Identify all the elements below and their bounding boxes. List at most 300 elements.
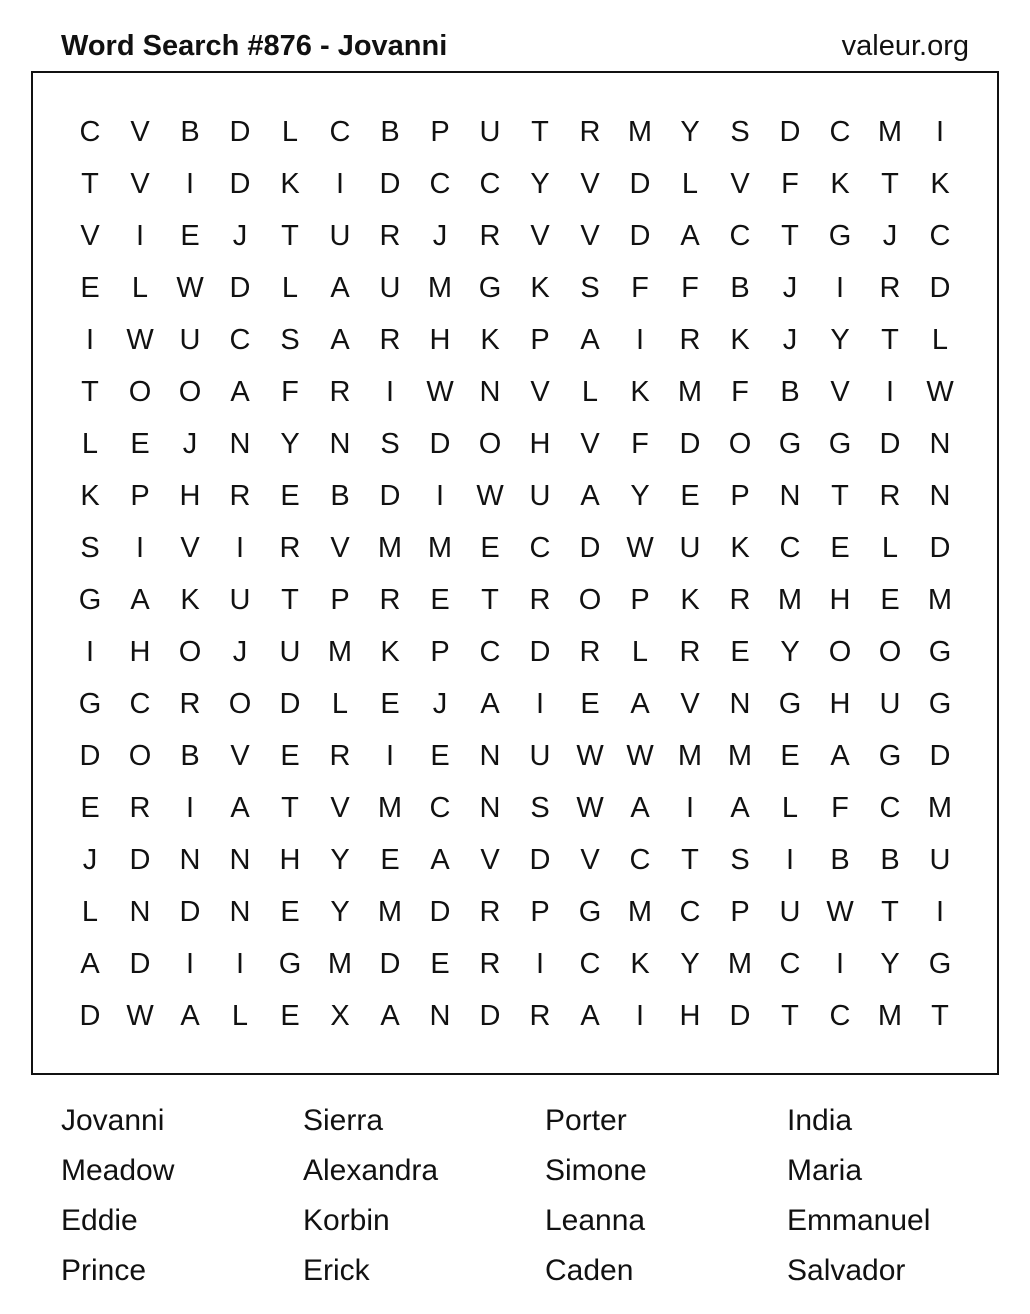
- grid-letter[interactable]: C: [829, 116, 851, 148]
- grid-letter[interactable]: L: [131, 272, 149, 304]
- grid-letter[interactable]: F: [731, 376, 749, 408]
- grid-letter[interactable]: V: [580, 428, 600, 460]
- grid-letter[interactable]: N: [229, 428, 251, 460]
- grid-letter[interactable]: M: [377, 896, 403, 928]
- grid-letter[interactable]: D: [429, 896, 451, 928]
- grid-letter[interactable]: R: [329, 740, 351, 772]
- grid-letter[interactable]: Y: [830, 324, 850, 356]
- grid-letter[interactable]: D: [529, 844, 551, 876]
- grid-letter[interactable]: D: [79, 740, 101, 772]
- grid-letter[interactable]: R: [129, 792, 151, 824]
- grid-letter[interactable]: I: [835, 272, 845, 304]
- grid-letter[interactable]: A: [680, 220, 700, 252]
- grid-letter[interactable]: F: [281, 376, 299, 408]
- grid-letter[interactable]: V: [530, 220, 550, 252]
- grid-letter[interactable]: V: [580, 168, 600, 200]
- grid-letter[interactable]: O: [228, 688, 252, 720]
- grid-letter[interactable]: K: [530, 272, 550, 304]
- grid-letter[interactable]: R: [279, 532, 301, 564]
- grid-letter[interactable]: V: [180, 532, 200, 564]
- grid-letter[interactable]: B: [780, 376, 800, 408]
- grid-letter[interactable]: T: [81, 168, 99, 200]
- grid-letter[interactable]: G: [928, 948, 952, 980]
- grid-letter[interactable]: R: [529, 1000, 551, 1032]
- grid-letter[interactable]: D: [679, 428, 701, 460]
- grid-letter[interactable]: Y: [780, 636, 800, 668]
- grid-letter[interactable]: N: [729, 688, 751, 720]
- grid-letter[interactable]: G: [928, 688, 952, 720]
- grid-letter[interactable]: I: [85, 636, 95, 668]
- grid-letter[interactable]: C: [529, 532, 551, 564]
- grid-letter[interactable]: W: [126, 1000, 154, 1032]
- grid-letter[interactable]: P: [730, 896, 750, 928]
- grid-letter[interactable]: B: [180, 116, 200, 148]
- grid-letter[interactable]: H: [679, 1000, 701, 1032]
- grid-letter[interactable]: A: [430, 844, 450, 876]
- grid-letter[interactable]: G: [478, 272, 502, 304]
- grid-letter[interactable]: E: [180, 220, 200, 252]
- grid-letter[interactable]: S: [280, 324, 300, 356]
- grid-letter[interactable]: K: [830, 168, 850, 200]
- grid-letter[interactable]: N: [929, 428, 951, 460]
- grid-letter[interactable]: E: [480, 532, 500, 564]
- grid-letter[interactable]: E: [280, 740, 300, 772]
- grid-letter[interactable]: U: [379, 272, 401, 304]
- grid-letter[interactable]: J: [782, 324, 798, 356]
- grid-letter[interactable]: X: [330, 1000, 350, 1032]
- grid-letter[interactable]: R: [229, 480, 251, 512]
- grid-letter[interactable]: D: [529, 636, 551, 668]
- grid-letter[interactable]: D: [579, 532, 601, 564]
- grid-letter[interactable]: V: [480, 844, 500, 876]
- grid-letter[interactable]: A: [580, 324, 600, 356]
- grid-letter[interactable]: D: [229, 168, 251, 200]
- grid-letter[interactable]: I: [235, 532, 245, 564]
- grid-letter[interactable]: O: [178, 636, 202, 668]
- grid-letter[interactable]: C: [229, 324, 251, 356]
- grid-letter[interactable]: C: [79, 116, 101, 148]
- grid-letter[interactable]: C: [929, 220, 951, 252]
- grid-letter[interactable]: W: [476, 480, 504, 512]
- grid-letter[interactable]: I: [385, 740, 395, 772]
- grid-letter[interactable]: I: [135, 220, 145, 252]
- grid-letter[interactable]: I: [635, 324, 645, 356]
- grid-letter[interactable]: V: [130, 168, 150, 200]
- grid-letter[interactable]: D: [129, 844, 151, 876]
- grid-letter[interactable]: T: [781, 1000, 799, 1032]
- grid-letter[interactable]: J: [182, 428, 198, 460]
- grid-letter[interactable]: D: [229, 116, 251, 148]
- grid-letter[interactable]: D: [129, 948, 151, 980]
- grid-letter[interactable]: M: [427, 532, 453, 564]
- grid-letter[interactable]: K: [380, 636, 400, 668]
- grid-letter[interactable]: R: [729, 584, 751, 616]
- grid-letter[interactable]: C: [779, 948, 801, 980]
- grid-letter[interactable]: G: [278, 948, 302, 980]
- grid-letter[interactable]: K: [80, 480, 100, 512]
- grid-letter[interactable]: A: [230, 792, 250, 824]
- grid-letter[interactable]: N: [229, 896, 251, 928]
- grid-letter[interactable]: A: [180, 1000, 200, 1032]
- grid-letter[interactable]: D: [629, 168, 651, 200]
- grid-letter[interactable]: W: [426, 376, 454, 408]
- grid-letter[interactable]: I: [185, 168, 195, 200]
- grid-letter[interactable]: D: [179, 896, 201, 928]
- grid-letter[interactable]: D: [79, 1000, 101, 1032]
- grid-letter[interactable]: E: [680, 480, 700, 512]
- grid-letter[interactable]: E: [780, 740, 800, 772]
- grid-letter[interactable]: L: [281, 272, 299, 304]
- grid-letter[interactable]: E: [80, 272, 100, 304]
- grid-letter[interactable]: O: [128, 376, 152, 408]
- grid-letter[interactable]: R: [579, 116, 601, 148]
- grid-letter[interactable]: R: [879, 480, 901, 512]
- grid-letter[interactable]: T: [281, 792, 299, 824]
- grid-letter[interactable]: C: [479, 168, 501, 200]
- grid-letter[interactable]: A: [730, 792, 750, 824]
- grid-letter[interactable]: W: [626, 740, 654, 772]
- grid-letter[interactable]: V: [230, 740, 250, 772]
- grid-letter[interactable]: M: [627, 896, 653, 928]
- grid-letter[interactable]: K: [480, 324, 500, 356]
- grid-letter[interactable]: I: [785, 844, 795, 876]
- grid-letter[interactable]: E: [580, 688, 600, 720]
- grid-letter[interactable]: P: [530, 896, 550, 928]
- grid-letter[interactable]: G: [778, 428, 802, 460]
- grid-letter[interactable]: E: [430, 584, 450, 616]
- grid-letter[interactable]: I: [185, 948, 195, 980]
- grid-letter[interactable]: W: [926, 376, 954, 408]
- grid-letter[interactable]: P: [130, 480, 150, 512]
- grid-letter[interactable]: L: [581, 376, 599, 408]
- grid-letter[interactable]: Y: [680, 948, 700, 980]
- grid-letter[interactable]: H: [279, 844, 301, 876]
- grid-letter[interactable]: V: [580, 220, 600, 252]
- grid-letter[interactable]: M: [877, 116, 903, 148]
- grid-letter[interactable]: D: [929, 532, 951, 564]
- grid-letter[interactable]: A: [830, 740, 850, 772]
- grid-letter[interactable]: I: [335, 168, 345, 200]
- grid-letter[interactable]: I: [885, 376, 895, 408]
- grid-letter[interactable]: Y: [630, 480, 650, 512]
- grid-letter[interactable]: N: [779, 480, 801, 512]
- grid-letter[interactable]: V: [830, 376, 850, 408]
- grid-letter[interactable]: T: [81, 376, 99, 408]
- grid-letter[interactable]: M: [327, 948, 353, 980]
- grid-letter[interactable]: H: [529, 428, 551, 460]
- grid-letter[interactable]: M: [727, 740, 753, 772]
- grid-letter[interactable]: O: [178, 376, 202, 408]
- grid-letter[interactable]: I: [135, 532, 145, 564]
- grid-letter[interactable]: I: [235, 948, 245, 980]
- grid-letter[interactable]: O: [128, 740, 152, 772]
- grid-letter[interactable]: J: [432, 220, 448, 252]
- grid-letter[interactable]: T: [281, 220, 299, 252]
- grid-letter[interactable]: V: [330, 532, 350, 564]
- grid-letter[interactable]: I: [835, 948, 845, 980]
- grid-letter[interactable]: V: [330, 792, 350, 824]
- grid-letter[interactable]: E: [730, 636, 750, 668]
- grid-letter[interactable]: C: [729, 220, 751, 252]
- grid-letter[interactable]: H: [129, 636, 151, 668]
- grid-letter[interactable]: C: [479, 636, 501, 668]
- grid-letter[interactable]: M: [927, 792, 953, 824]
- grid-letter[interactable]: R: [479, 220, 501, 252]
- grid-letter[interactable]: R: [879, 272, 901, 304]
- grid-letter[interactable]: U: [329, 220, 351, 252]
- grid-letter[interactable]: R: [379, 584, 401, 616]
- grid-letter[interactable]: T: [281, 584, 299, 616]
- grid-letter[interactable]: I: [435, 480, 445, 512]
- grid-letter[interactable]: P: [430, 116, 450, 148]
- grid-letter[interactable]: I: [85, 324, 95, 356]
- grid-letter[interactable]: C: [779, 532, 801, 564]
- grid-letter[interactable]: D: [779, 116, 801, 148]
- grid-letter[interactable]: M: [927, 584, 953, 616]
- grid-letter[interactable]: T: [831, 480, 849, 512]
- grid-letter[interactable]: M: [327, 636, 353, 668]
- grid-letter[interactable]: T: [531, 116, 549, 148]
- grid-letter[interactable]: P: [330, 584, 350, 616]
- grid-letter[interactable]: T: [881, 896, 899, 928]
- grid-letter[interactable]: G: [828, 220, 852, 252]
- grid-letter[interactable]: K: [280, 168, 300, 200]
- grid-letter[interactable]: W: [576, 792, 604, 824]
- grid-letter[interactable]: W: [126, 324, 154, 356]
- grid-letter[interactable]: G: [828, 428, 852, 460]
- grid-letter[interactable]: M: [677, 740, 703, 772]
- grid-letter[interactable]: R: [179, 688, 201, 720]
- grid-letter[interactable]: D: [929, 740, 951, 772]
- grid-letter[interactable]: B: [830, 844, 850, 876]
- grid-letter[interactable]: S: [580, 272, 600, 304]
- grid-letter[interactable]: Y: [680, 116, 700, 148]
- grid-letter[interactable]: M: [377, 792, 403, 824]
- grid-letter[interactable]: G: [578, 896, 602, 928]
- grid-letter[interactable]: W: [626, 532, 654, 564]
- grid-letter[interactable]: T: [781, 220, 799, 252]
- grid-letter[interactable]: R: [329, 376, 351, 408]
- grid-letter[interactable]: D: [379, 168, 401, 200]
- grid-letter[interactable]: S: [380, 428, 400, 460]
- grid-letter[interactable]: A: [630, 792, 650, 824]
- grid-letter[interactable]: A: [630, 688, 650, 720]
- grid-letter[interactable]: W: [826, 896, 854, 928]
- grid-letter[interactable]: A: [130, 584, 150, 616]
- grid-letter[interactable]: S: [530, 792, 550, 824]
- grid-letter[interactable]: O: [478, 428, 502, 460]
- grid-letter[interactable]: I: [935, 116, 945, 148]
- grid-letter[interactable]: E: [280, 480, 300, 512]
- grid-letter[interactable]: N: [479, 376, 501, 408]
- grid-letter[interactable]: M: [377, 532, 403, 564]
- grid-letter[interactable]: R: [379, 220, 401, 252]
- grid-letter[interactable]: I: [935, 896, 945, 928]
- grid-letter[interactable]: R: [479, 896, 501, 928]
- grid-letter[interactable]: D: [429, 428, 451, 460]
- grid-letter[interactable]: V: [730, 168, 750, 200]
- grid-letter[interactable]: D: [929, 272, 951, 304]
- grid-letter[interactable]: R: [579, 636, 601, 668]
- grid-letter[interactable]: O: [578, 584, 602, 616]
- grid-letter[interactable]: B: [330, 480, 350, 512]
- grid-letter[interactable]: F: [631, 428, 649, 460]
- letter-grid[interactable]: [65, 106, 965, 1042]
- grid-letter[interactable]: M: [877, 1000, 903, 1032]
- grid-letter[interactable]: A: [330, 324, 350, 356]
- grid-letter[interactable]: N: [329, 428, 351, 460]
- grid-letter[interactable]: K: [680, 584, 700, 616]
- grid-letter[interactable]: J: [232, 636, 248, 668]
- grid-letter[interactable]: F: [681, 272, 699, 304]
- grid-letter[interactable]: Y: [880, 948, 900, 980]
- grid-letter[interactable]: H: [829, 584, 851, 616]
- grid-letter[interactable]: A: [580, 480, 600, 512]
- grid-letter[interactable]: B: [730, 272, 750, 304]
- grid-letter[interactable]: T: [881, 324, 899, 356]
- grid-letter[interactable]: N: [179, 844, 201, 876]
- grid-letter[interactable]: A: [480, 688, 500, 720]
- grid-letter[interactable]: O: [878, 636, 902, 668]
- grid-letter[interactable]: W: [176, 272, 204, 304]
- grid-letter[interactable]: L: [231, 1000, 249, 1032]
- grid-letter[interactable]: B: [380, 116, 400, 148]
- grid-letter[interactable]: P: [630, 584, 650, 616]
- grid-letter[interactable]: P: [730, 480, 750, 512]
- grid-letter[interactable]: E: [280, 896, 300, 928]
- grid-letter[interactable]: D: [729, 1000, 751, 1032]
- grid-letter[interactable]: U: [479, 116, 501, 148]
- grid-letter[interactable]: K: [180, 584, 200, 616]
- grid-letter[interactable]: H: [429, 324, 451, 356]
- grid-letter[interactable]: G: [778, 688, 802, 720]
- grid-letter[interactable]: T: [481, 584, 499, 616]
- grid-letter[interactable]: P: [530, 324, 550, 356]
- grid-letter[interactable]: V: [130, 116, 150, 148]
- grid-letter[interactable]: C: [129, 688, 151, 720]
- grid-letter[interactable]: N: [479, 792, 501, 824]
- grid-letter[interactable]: E: [880, 584, 900, 616]
- grid-letter[interactable]: T: [881, 168, 899, 200]
- grid-letter[interactable]: A: [330, 272, 350, 304]
- grid-letter[interactable]: N: [429, 1000, 451, 1032]
- grid-letter[interactable]: D: [479, 1000, 501, 1032]
- grid-letter[interactable]: N: [929, 480, 951, 512]
- grid-letter[interactable]: I: [185, 792, 195, 824]
- grid-letter[interactable]: V: [80, 220, 100, 252]
- grid-letter[interactable]: C: [329, 116, 351, 148]
- grid-letter[interactable]: C: [429, 792, 451, 824]
- grid-letter[interactable]: L: [81, 896, 99, 928]
- grid-letter[interactable]: U: [779, 896, 801, 928]
- grid-letter[interactable]: R: [479, 948, 501, 980]
- grid-letter[interactable]: E: [830, 532, 850, 564]
- grid-letter[interactable]: J: [782, 272, 798, 304]
- grid-letter[interactable]: W: [576, 740, 604, 772]
- grid-letter[interactable]: M: [727, 948, 753, 980]
- grid-letter[interactable]: S: [730, 116, 750, 148]
- grid-letter[interactable]: L: [681, 168, 699, 200]
- grid-letter[interactable]: R: [679, 636, 701, 668]
- grid-letter[interactable]: I: [535, 948, 545, 980]
- grid-letter[interactable]: L: [81, 428, 99, 460]
- grid-letter[interactable]: R: [529, 584, 551, 616]
- grid-letter[interactable]: U: [929, 844, 951, 876]
- grid-letter[interactable]: S: [730, 844, 750, 876]
- grid-letter[interactable]: E: [380, 844, 400, 876]
- grid-letter[interactable]: O: [828, 636, 852, 668]
- grid-letter[interactable]: O: [728, 428, 752, 460]
- grid-letter[interactable]: P: [430, 636, 450, 668]
- grid-letter[interactable]: K: [730, 324, 750, 356]
- grid-letter[interactable]: D: [879, 428, 901, 460]
- grid-letter[interactable]: Y: [530, 168, 550, 200]
- grid-letter[interactable]: C: [429, 168, 451, 200]
- grid-letter[interactable]: L: [881, 532, 899, 564]
- grid-letter[interactable]: B: [880, 844, 900, 876]
- grid-letter[interactable]: S: [80, 532, 100, 564]
- grid-letter[interactable]: D: [379, 948, 401, 980]
- grid-letter[interactable]: D: [229, 272, 251, 304]
- grid-letter[interactable]: Y: [330, 896, 350, 928]
- grid-letter[interactable]: C: [629, 844, 651, 876]
- grid-letter[interactable]: R: [679, 324, 701, 356]
- grid-letter[interactable]: M: [777, 584, 803, 616]
- grid-letter[interactable]: C: [679, 896, 701, 928]
- grid-letter[interactable]: J: [232, 220, 248, 252]
- grid-letter[interactable]: J: [882, 220, 898, 252]
- grid-letter[interactable]: V: [530, 376, 550, 408]
- grid-letter[interactable]: E: [130, 428, 150, 460]
- grid-letter[interactable]: U: [179, 324, 201, 356]
- grid-letter[interactable]: F: [831, 792, 849, 824]
- grid-letter[interactable]: B: [180, 740, 200, 772]
- grid-letter[interactable]: L: [631, 636, 649, 668]
- grid-letter[interactable]: J: [432, 688, 448, 720]
- grid-letter[interactable]: U: [529, 740, 551, 772]
- grid-letter[interactable]: E: [380, 688, 400, 720]
- grid-letter[interactable]: T: [931, 1000, 949, 1032]
- grid-letter[interactable]: Y: [330, 844, 350, 876]
- grid-letter[interactable]: L: [781, 792, 799, 824]
- grid-letter[interactable]: L: [931, 324, 949, 356]
- grid-letter[interactable]: C: [879, 792, 901, 824]
- grid-letter[interactable]: E: [430, 740, 450, 772]
- grid-letter[interactable]: N: [129, 896, 151, 928]
- grid-letter[interactable]: Y: [280, 428, 300, 460]
- grid-letter[interactable]: M: [677, 376, 703, 408]
- grid-letter[interactable]: E: [280, 1000, 300, 1032]
- grid-letter[interactable]: I: [685, 792, 695, 824]
- grid-letter[interactable]: A: [230, 376, 250, 408]
- grid-letter[interactable]: M: [427, 272, 453, 304]
- grid-letter[interactable]: D: [279, 688, 301, 720]
- grid-letter[interactable]: T: [681, 844, 699, 876]
- grid-letter[interactable]: R: [379, 324, 401, 356]
- grid-letter[interactable]: K: [630, 948, 650, 980]
- grid-letter[interactable]: F: [631, 272, 649, 304]
- grid-letter[interactable]: H: [179, 480, 201, 512]
- grid-letter[interactable]: U: [679, 532, 701, 564]
- grid-letter[interactable]: J: [82, 844, 98, 876]
- grid-letter[interactable]: G: [78, 688, 102, 720]
- grid-letter[interactable]: G: [878, 740, 902, 772]
- grid-letter[interactable]: C: [579, 948, 601, 980]
- grid-letter[interactable]: U: [229, 584, 251, 616]
- grid-letter[interactable]: E: [80, 792, 100, 824]
- grid-letter[interactable]: V: [680, 688, 700, 720]
- grid-letter[interactable]: U: [529, 480, 551, 512]
